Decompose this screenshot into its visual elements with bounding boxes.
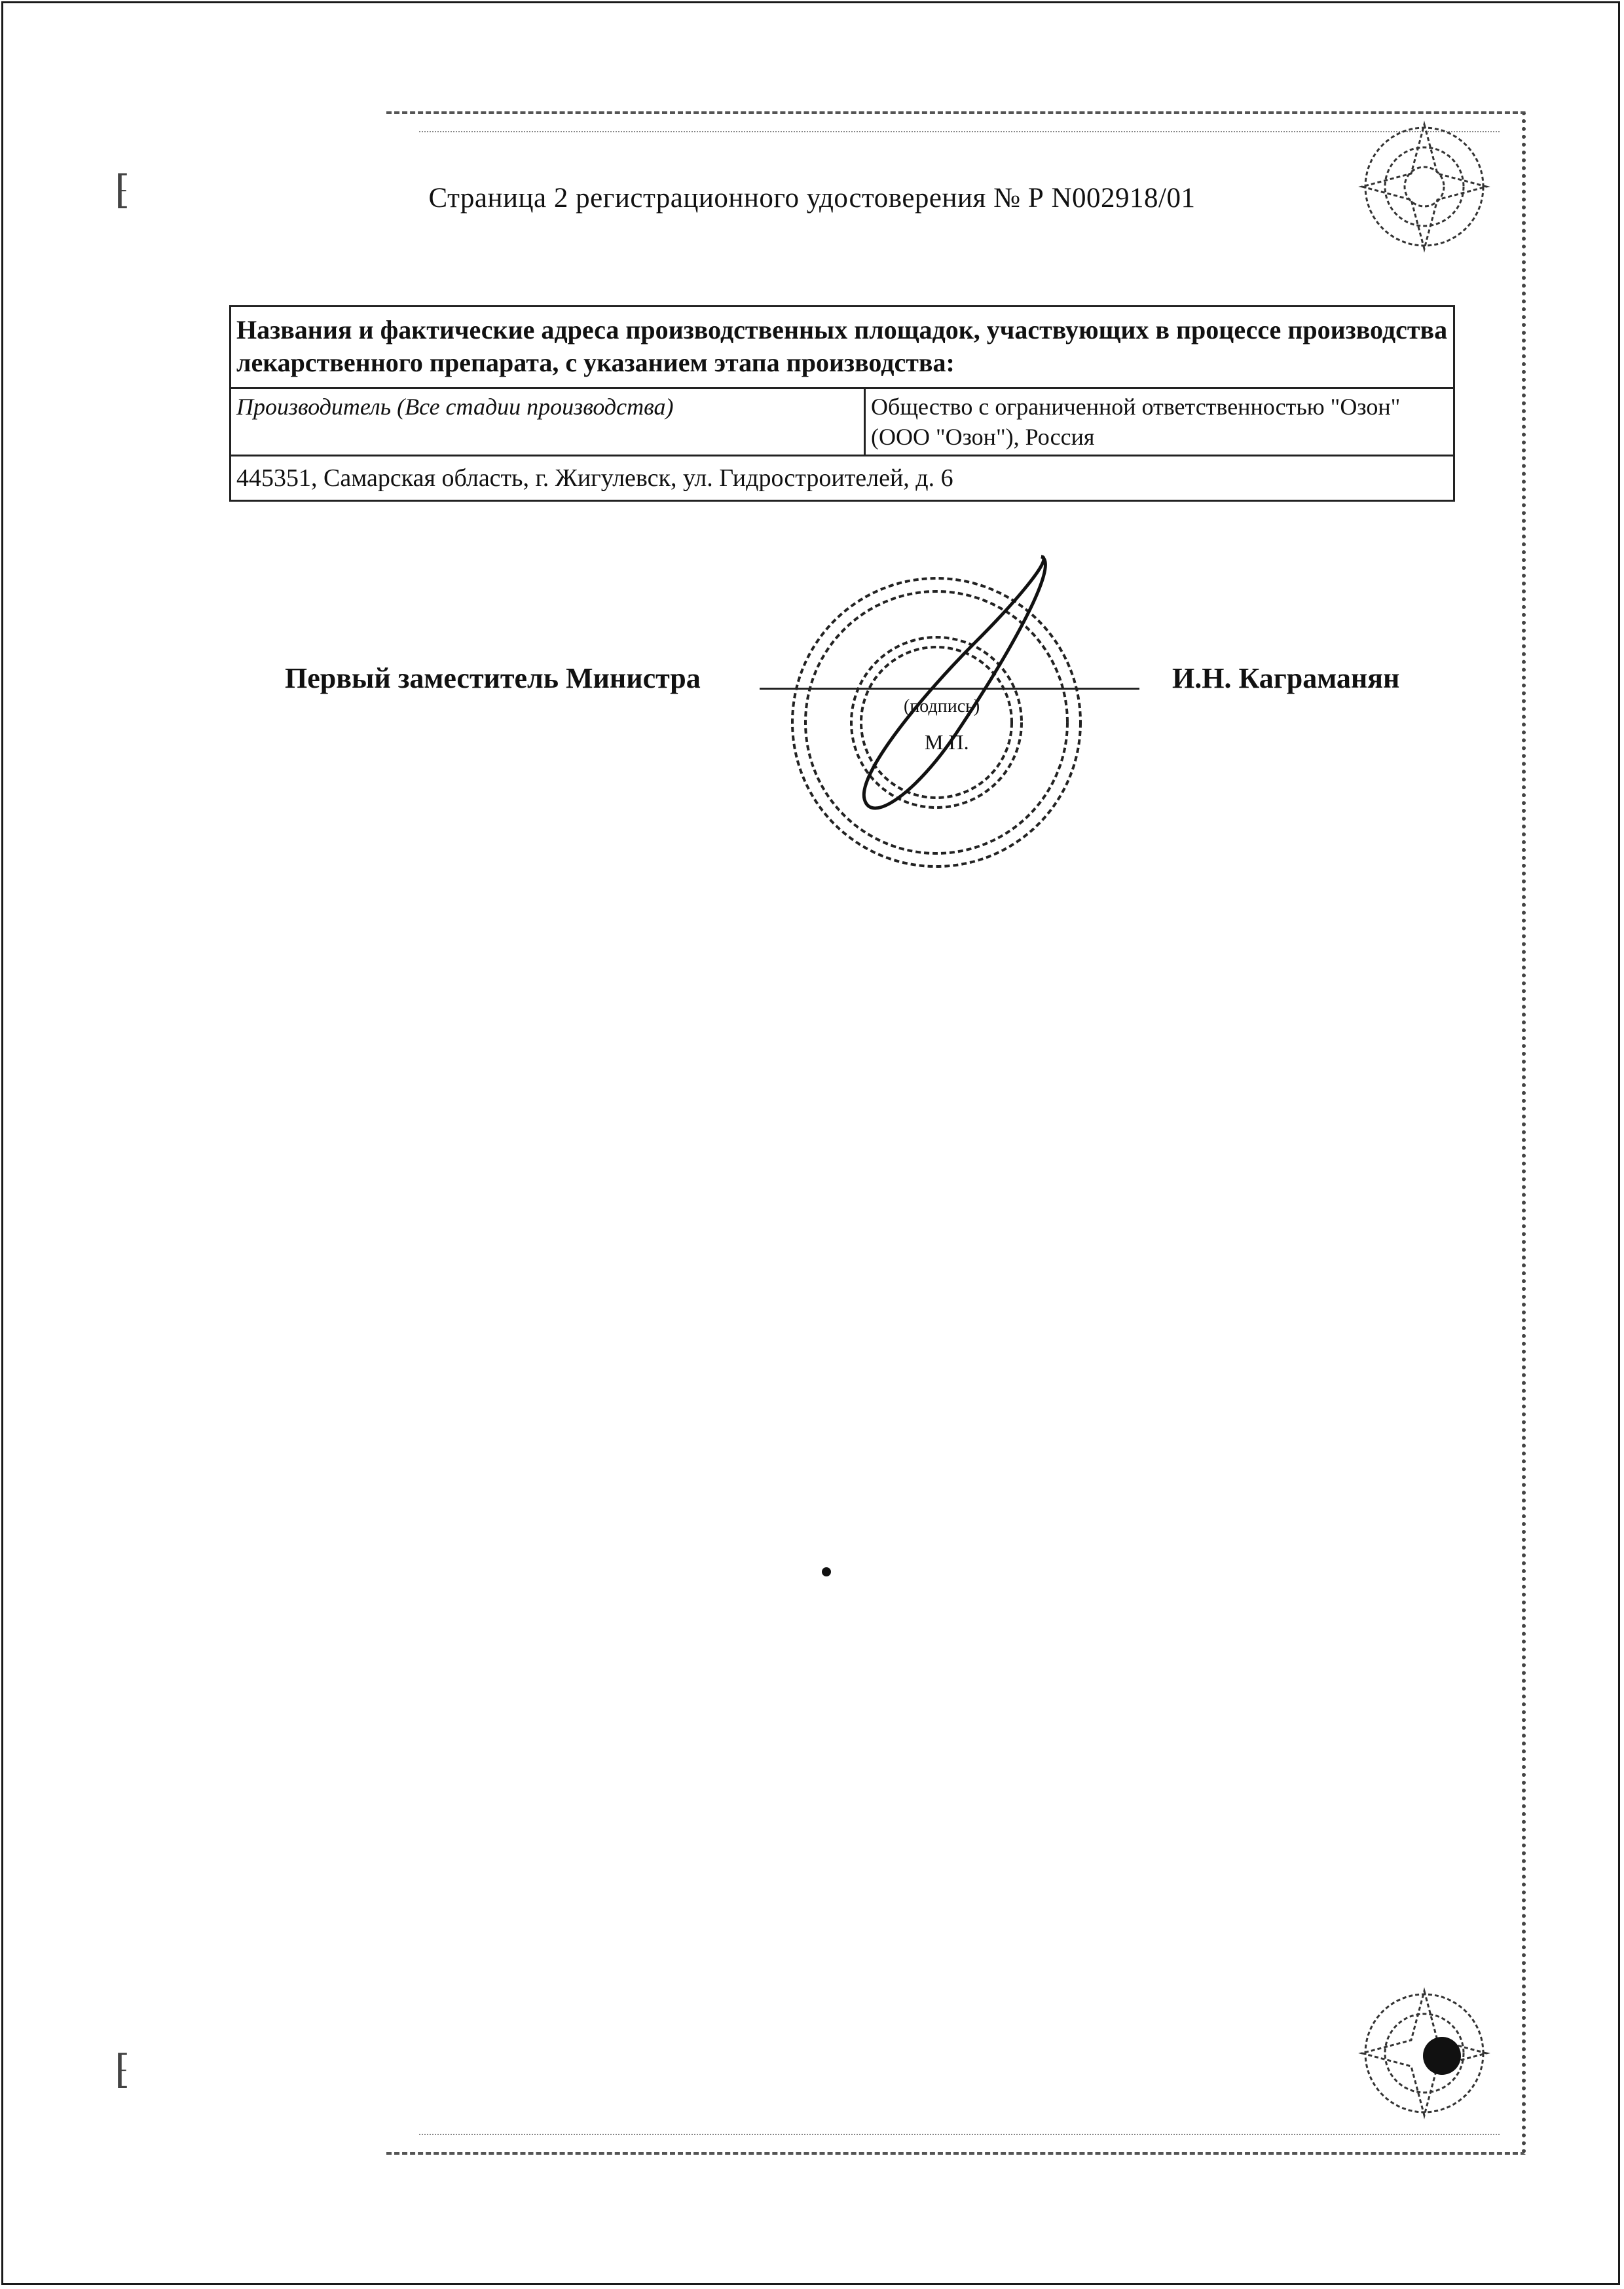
scan-speck	[822, 1567, 831, 1576]
signatory-position: Первый заместитель Министра	[285, 662, 701, 694]
left-bracket-bottom: ⁅	[115, 2048, 130, 2091]
table-heading: Названия и фактические адреса производственных площадок, участвующих в процессе производства лекарственного препарата, с указанием этапа производства:	[231, 307, 1454, 388]
left-bracket-top: ⁅	[115, 168, 130, 212]
manufacturer-role: Производитель (Все стадии производства)	[231, 388, 865, 456]
page-title: Страница 2 регистрационного удостоверения № Р N002918/01	[428, 183, 1196, 214]
handwritten-signature	[845, 550, 1067, 825]
company-short-name: (ООО "Озон"), Россия	[871, 424, 1095, 450]
signatory-name: И.Н. Каграманян	[1172, 662, 1400, 694]
stamp-place-mark: М.П.	[925, 730, 969, 754]
company-name: Общество с ограниченной ответственностью "Озон"	[871, 394, 1401, 420]
signature-caption: (подпись)	[904, 696, 980, 716]
scan-blot	[1423, 2037, 1461, 2075]
site-address: 445351, Самарская область, г. Жигулевск, ул. Гидростроителей, д. 6	[231, 456, 1454, 501]
